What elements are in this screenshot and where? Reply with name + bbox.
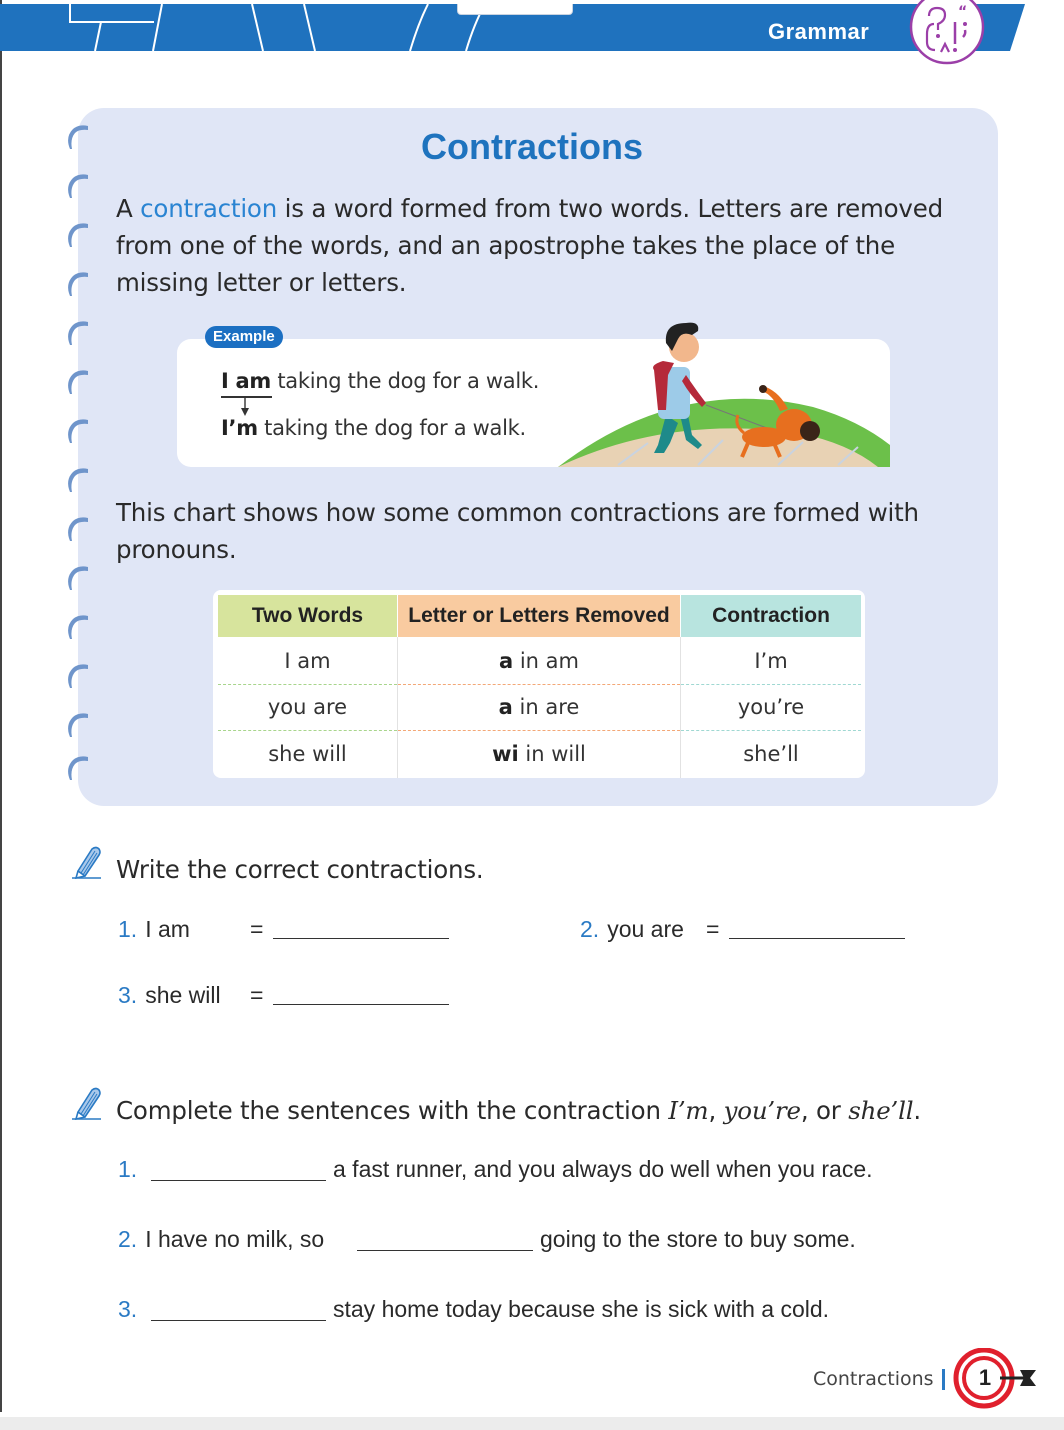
binding-ring-icon [64,753,90,783]
pencil-icon [70,1086,102,1120]
binding-ring-icon [64,563,90,593]
exercise2-item-1 [118,1156,145,1183]
exercise1-item-3 [118,982,221,1009]
intro-keyword: contraction [140,194,278,223]
item-number: 2. [118,1226,138,1252]
section-label: Grammar [768,19,870,44]
answer-blank-1[interactable] [273,938,449,939]
answer-blank-2[interactable] [729,938,905,939]
lesson-title: Contractions [420,126,643,167]
cell-letters-removed [398,638,680,684]
sentence-blank-3[interactable] [151,1320,326,1321]
binding-ring-icon [64,465,90,495]
removed-letters: a [499,649,514,673]
example-line2-rest: taking the dog for a walk. [257,416,526,440]
intro-prefix: A [116,194,141,223]
removed-letters: wi [492,742,519,766]
sentence-after: stay home today because she is sick with a cold. [333,1296,830,1322]
sentence-after: a fast runner, and you always do well when you race. [333,1156,873,1182]
table-header-two-words: Two Words [218,595,397,637]
binding-ring-icon [64,318,90,348]
cell-contraction: I’m [754,649,788,673]
binding-ring-icon [64,220,90,250]
equals-sign: = [250,916,264,942]
item-number: 2. [580,916,600,942]
item-prompt: I am [145,916,190,942]
option-im: I’m [668,1096,709,1125]
binding-ring-icon [64,416,90,446]
item-number: 1. [118,916,138,942]
pencil-icon [70,845,102,879]
removed-context: in am [513,649,579,673]
sentence-after: going to the store to buy some. [540,1226,856,1252]
exercise2-item-3 [118,1296,145,1323]
boy-walking-dog-illustration [558,315,890,467]
punctuation-marks-icon [905,0,989,66]
binding-ring-icon [64,710,90,740]
binding-ring-icon [64,612,90,642]
cell-two-words: she will [268,742,347,766]
sentence-blank-2[interactable] [357,1250,533,1251]
exercise2-instruction [116,1096,921,1125]
footer-section-label: Contractions [813,1368,934,1390]
table-header-letters-removed: Letter or Letters Removed [398,595,680,637]
separator: , or [800,1096,849,1125]
chart-intro: This chart shows how some common contractions are formed with pronouns. [116,498,919,564]
table-header-contraction: Contraction [681,595,861,637]
page-number: 1 [978,1365,992,1390]
item-number: 3. [118,982,138,1008]
answer-blank-3[interactable] [273,1004,449,1005]
example-line-original [221,369,539,393]
item-number: 3. [118,1296,138,1322]
removed-context: in will [518,742,586,766]
separator: , [708,1096,724,1125]
item-prompt: you are [607,916,684,942]
example-line-contracted [221,416,526,440]
exercise1-item-2 [580,916,684,943]
page-left-edge [0,0,2,1412]
item-prompt: she will [145,982,221,1008]
equals-sign: = [250,982,264,1008]
binding-ring-icon [64,171,90,201]
example-tag: Example [205,326,283,348]
cell-two-words: you are [267,695,348,719]
sentence-blank-1[interactable] [151,1180,326,1181]
option-youre: you’re [723,1096,801,1125]
equals-sign: = [706,916,720,942]
item-number: 1. [118,1156,138,1182]
binding-ring-icon [64,367,90,397]
cell-letters-removed [398,684,680,730]
exercise1-instruction: Write the correct contractions. [116,855,484,884]
cell-contraction: you’re [737,695,805,719]
footer-divider [942,1369,945,1390]
example-contraction: I’m [221,416,258,440]
binding-ring-icon [64,661,90,691]
intro-text: is a word formed from two words. Letters are removed from one of the words, and an apostrophe takes the place of the missing letter or letters. [116,194,943,297]
instruction-text: Complete the sentences with the contraction [116,1096,669,1125]
example-line1-rest: taking the dog for a walk. [270,369,540,393]
arrow-down-icon [240,398,250,416]
sentence-before: I have no milk, so [145,1226,325,1252]
cell-contraction: she’ll [743,742,799,766]
binding-ring-icon [64,269,90,299]
example-original-words: I am [221,369,271,393]
cell-two-words: I am [284,649,331,673]
exercise2-item-2 [118,1226,324,1253]
header-tab [457,4,573,15]
binding-ring-icon [64,514,90,544]
svg-text:“: “ [958,4,968,20]
contractions-table [213,590,865,778]
cell-letters-removed [398,731,680,777]
exercise1-item-1 [118,916,190,943]
removed-letters: a [498,695,513,719]
removed-context: in are [512,695,580,719]
period: . [913,1096,921,1125]
lesson-intro [116,190,976,301]
option-shell: she’ll [848,1096,914,1125]
page-bottom-edge [0,1417,1064,1430]
